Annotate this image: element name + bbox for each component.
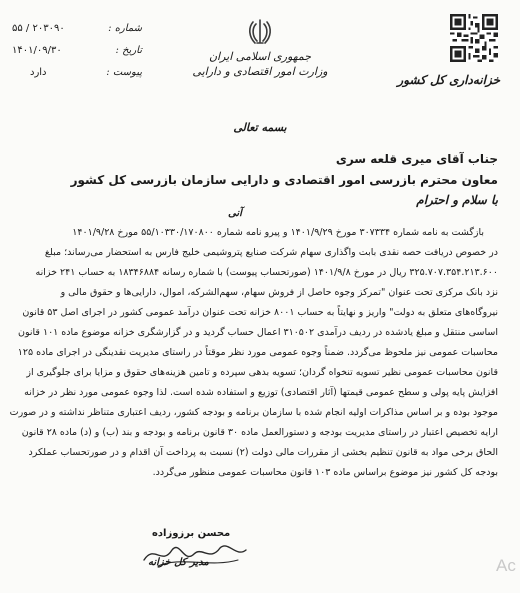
letter-attachment-label: پیوست : — [106, 67, 142, 78]
letter-number-value: ۵۵ / ۲۰۳۰۹۰ — [12, 23, 65, 34]
letter-date-value: ۱۴۰۱/۰۹/۳۰ — [12, 45, 62, 56]
bismillah: بسمه تعالی — [233, 121, 287, 134]
letter-number-row — [12, 23, 142, 39]
signatory-name: محسن برزوزاده — [152, 528, 231, 539]
body-line: بودجه کل کشور نیز موضوع براساس ماده ۱۰۳ قانون محاسبات عمومی منظور می‌گردد. — [152, 467, 498, 478]
letter-attachment-row — [12, 67, 142, 83]
body-line: محاسبات عمومی نیز ملحوظ می‌گردد. ضمناً وجوه عمومی مورد نظر موقتاً در راستای مدیریت نقدینگی در اجرای ماده ۱۲۵ — [17, 347, 498, 358]
body-line: ارایه تخصیص اعتبار در راستای مدیریت بودجه و دستورالعمل ماده ۳۰ قانون برنامه و بودجه و بند (ب) و (د) ماده ۲۸ قانون — [21, 427, 498, 438]
greeting-note: آنی — [228, 208, 242, 219]
body-line: الحاق برخی مواد به قانون تنظیم بخشی از مقررات مالی دولت (۲) نسبت به پرداخت آن اقدام و در صورتحساب عملکرد — [28, 447, 498, 458]
body-line: افزایش پایه پولی و سطح عمومی قیمتها (آثار اقتصادی) توزیع و استفاده شده است. لذا وجوه عمومی مورد نظر در خزانه — [24, 387, 498, 398]
iran-emblem-icon — [247, 16, 273, 46]
treasury-title: خزانه‌داری کل کشور — [397, 73, 500, 87]
addressee-title: معاون محترم بازرسی امور اقتصادی و دارایی سازمان بازرسی کل کشور — [70, 173, 498, 187]
body-line: ۳۲۵.۷۰۷.۳۵۴.۲۱۳.۶۰۰ ریال در مورخ ۱۴۰۱/۹/۸ (صورتحساب پیوست) با شماره رسانه ۱۸۳۴۶۸۸۴ به حساب ۲۴۱ خزانه — [35, 267, 498, 278]
signatory-title: مدیر کل خزانه — [148, 557, 209, 568]
body-line: اساسی منتقل و مبلغ یادشده در ردیف درآمدی ۳۱۰۵۰۲ اعمال حساب گردید و در گزارشگری خزانه موضوع ماده ۱۰۱ قانون — [17, 327, 498, 338]
body-line: موجود بوده و بر اساس مذاکرات اولیه انجام شده با سازمان برنامه و بودجه کشور، ردیف اعتباری متناظر نداشته و در صورت — [9, 407, 498, 418]
body-line: در خصوص دریافت حصه نقدی بابت واگذاری سهام شرکت صنایع پتروشیمی خلیج فارس به استحضار می‌رساند؛ مبلغ — [44, 247, 498, 258]
letter-number-label: شماره : — [108, 23, 142, 34]
greeting: با سلام و احترام — [416, 193, 498, 207]
body-line: نیروگاه‌های متعلق به دولت" واریز و نهایتاً به حساب ۸۰۰۱ خزانه تحت عنوان درآمد عمومی کشور در اجرای اصل ۵۳ قانون — [22, 307, 498, 318]
ministry-line-1: جمهوری اسلامی ایران — [208, 50, 312, 63]
qr-code-icon — [450, 14, 498, 62]
body-line: نزد بانک مرکزی تحت عنوان "تمرکز وجوه حاصل از فروش سهام، سهم‌الشرکه، اموال، دارایی‌ها و حقوق مالی و — [60, 287, 498, 298]
os-activation-watermark: Ac — [496, 556, 516, 575]
letter-date-row — [12, 45, 142, 61]
letter-attachment-value: دارد — [30, 67, 47, 78]
letter-date-label: تاریخ : — [115, 45, 142, 56]
body-line: قانون محاسبات عمومی نظیر تسویه تنخواه گردان؛ تسویه بدهی سپرده و تامین هزینه‌های حقوق و مزایا برای جلوگیری از — [26, 367, 498, 378]
body-line: بازگشت به نامه شماره ۳۰۷۳۳۴ مورخ ۱۴۰۱/۹/۲۹ و پیرو نامه شماره ۵۵/۱۰۳۳۰/۱۷۰۸۰۰ مورخ ۱۴۰۱/۹/۲۸ — [72, 227, 484, 238]
ministry-line-2: وزارت امور اقتصادی و دارایی — [192, 65, 328, 78]
addressee-name: جناب آقای میری قلعه سری — [335, 152, 498, 166]
